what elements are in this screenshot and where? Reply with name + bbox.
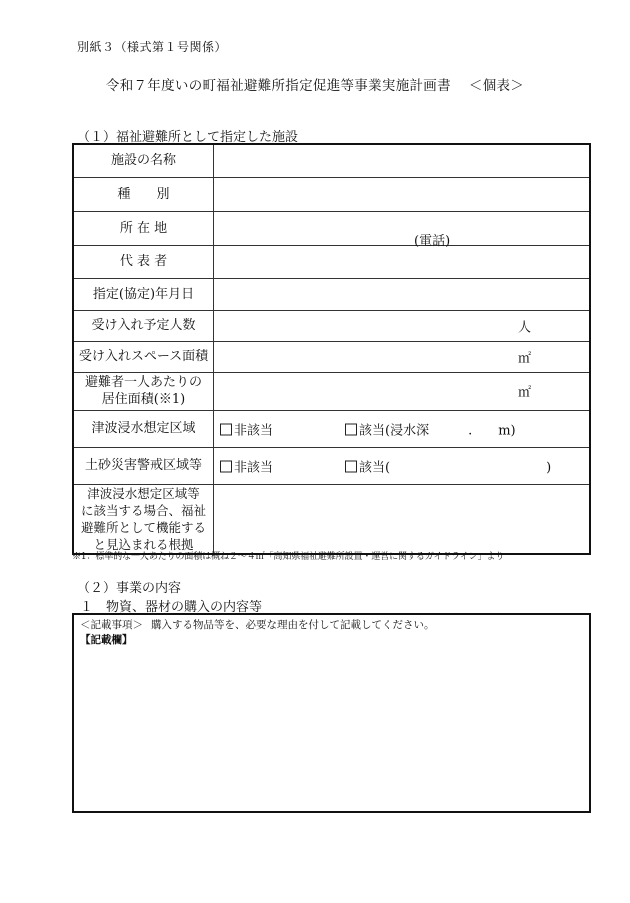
tsunami-not-applicable-option[interactable] xyxy=(220,419,273,438)
per-person-area-label-line2: 居住面積(※1) xyxy=(101,392,186,407)
address-phone-label: (電話) xyxy=(414,233,451,249)
per-person-area-field[interactable] xyxy=(214,372,591,410)
row-function-basis xyxy=(73,484,590,554)
section1-heading: （１）福祉避難所として指定した施設 xyxy=(77,130,299,145)
capacity-field[interactable] xyxy=(214,310,591,341)
capacity-unit: 人 xyxy=(517,320,531,335)
tsunami-zone-label: 津波浸水想定区域 xyxy=(73,410,214,447)
row-tsunami-zone xyxy=(73,410,590,447)
space-area-field[interactable] xyxy=(214,341,591,372)
landslide-applicable-option[interactable] xyxy=(345,456,551,475)
entry-instructions-tag: ＜記載事項＞ xyxy=(80,619,143,631)
tsunami-not-applicable-text: 非該当 xyxy=(234,423,274,438)
space-area-unit: ㎡ xyxy=(517,351,531,366)
designation-date-field[interactable] xyxy=(214,278,591,310)
section2-subheading-purchases: １ 物資、器材の購入の内容等 xyxy=(80,600,263,615)
row-representative xyxy=(73,245,590,278)
landslide-not-applicable-text: 非該当 xyxy=(234,460,274,475)
tsunami-not-applicable-checkbox[interactable] xyxy=(220,423,232,435)
function-basis-label-line2: に該当する場合、福祉 xyxy=(80,502,206,518)
space-area-label: 受け入れスペース面積 xyxy=(73,341,214,372)
function-basis-field[interactable] xyxy=(214,484,591,554)
row-designation-date xyxy=(73,278,590,310)
address-field[interactable] xyxy=(214,211,591,249)
row-capacity xyxy=(73,310,590,341)
address-label-text: 所 在 地 xyxy=(119,220,168,236)
function-basis-label-line1: 津波浸水想定区域等 xyxy=(87,485,200,501)
row-per-person-area xyxy=(73,372,590,410)
row-facility-name xyxy=(73,144,590,177)
landslide-applicable-text: 該当( ) xyxy=(359,460,552,475)
facility-table xyxy=(72,143,591,555)
section2-heading: （２）事業の内容 xyxy=(77,581,182,596)
landslide-not-applicable-checkbox[interactable] xyxy=(220,460,232,472)
facility-name-label: 施設の名称 xyxy=(73,144,214,177)
row-facility-type xyxy=(73,177,590,211)
form-reference: 別紙３（様式第１号関係） xyxy=(77,40,228,54)
representative-field[interactable] xyxy=(214,245,591,278)
document-title xyxy=(0,74,630,94)
row-address xyxy=(73,211,590,245)
landslide-not-applicable-option[interactable] xyxy=(220,456,273,475)
function-basis-label xyxy=(73,484,214,554)
per-person-area-label xyxy=(73,372,214,410)
function-basis-label-line4: と見込まれる根拠 xyxy=(93,536,194,552)
row-landslide-zone xyxy=(73,447,590,484)
facility-type-field[interactable] xyxy=(214,177,591,211)
document-title-tag: ＜個表＞ xyxy=(468,78,525,94)
per-person-area-unit: ㎡ xyxy=(517,385,531,401)
entry-instructions xyxy=(80,617,435,632)
facility-type-label-text: 種 別 xyxy=(117,186,170,202)
landslide-applicable-checkbox[interactable] xyxy=(345,460,357,472)
purchase-entry-box[interactable] xyxy=(72,613,591,813)
tsunami-applicable-option[interactable] xyxy=(345,419,516,438)
landslide-zone-field xyxy=(214,447,591,484)
function-basis-label-line3: 避難所として機能する xyxy=(80,519,206,535)
capacity-label: 受け入れ予定人数 xyxy=(73,310,214,341)
facility-type-label xyxy=(73,177,214,211)
tsunami-applicable-text: 該当(浸水深 . m) xyxy=(359,423,516,438)
representative-label xyxy=(73,245,214,278)
tsunami-zone-field xyxy=(214,410,591,447)
address-label xyxy=(73,211,214,245)
designation-date-label: 指定(協定)年月日 xyxy=(73,278,214,310)
facility-name-field[interactable] xyxy=(214,144,591,177)
row-space-area xyxy=(73,341,590,372)
landslide-zone-label: 土砂災害警戒区域等 xyxy=(73,447,214,484)
per-person-area-label-line1: 避難者一人あたりの xyxy=(84,375,202,390)
tsunami-applicable-checkbox[interactable] xyxy=(345,423,357,435)
area-footnote: ※1：標準的な一人あたりの面積は概ね２～４㎡「高知県福祉避難所設置・運営に関するガイドライン」より xyxy=(72,552,505,562)
entry-instructions-text: 購入する物品等を、必要な理由を付して記載してください。 xyxy=(151,619,435,631)
document-title-main: 令和７年度いの町福祉避難所指定促進等事業実施計画書 xyxy=(105,78,451,94)
entry-field-heading: 【記載欄】 xyxy=(80,634,133,646)
representative-label-text: 代 表 者 xyxy=(119,254,168,269)
